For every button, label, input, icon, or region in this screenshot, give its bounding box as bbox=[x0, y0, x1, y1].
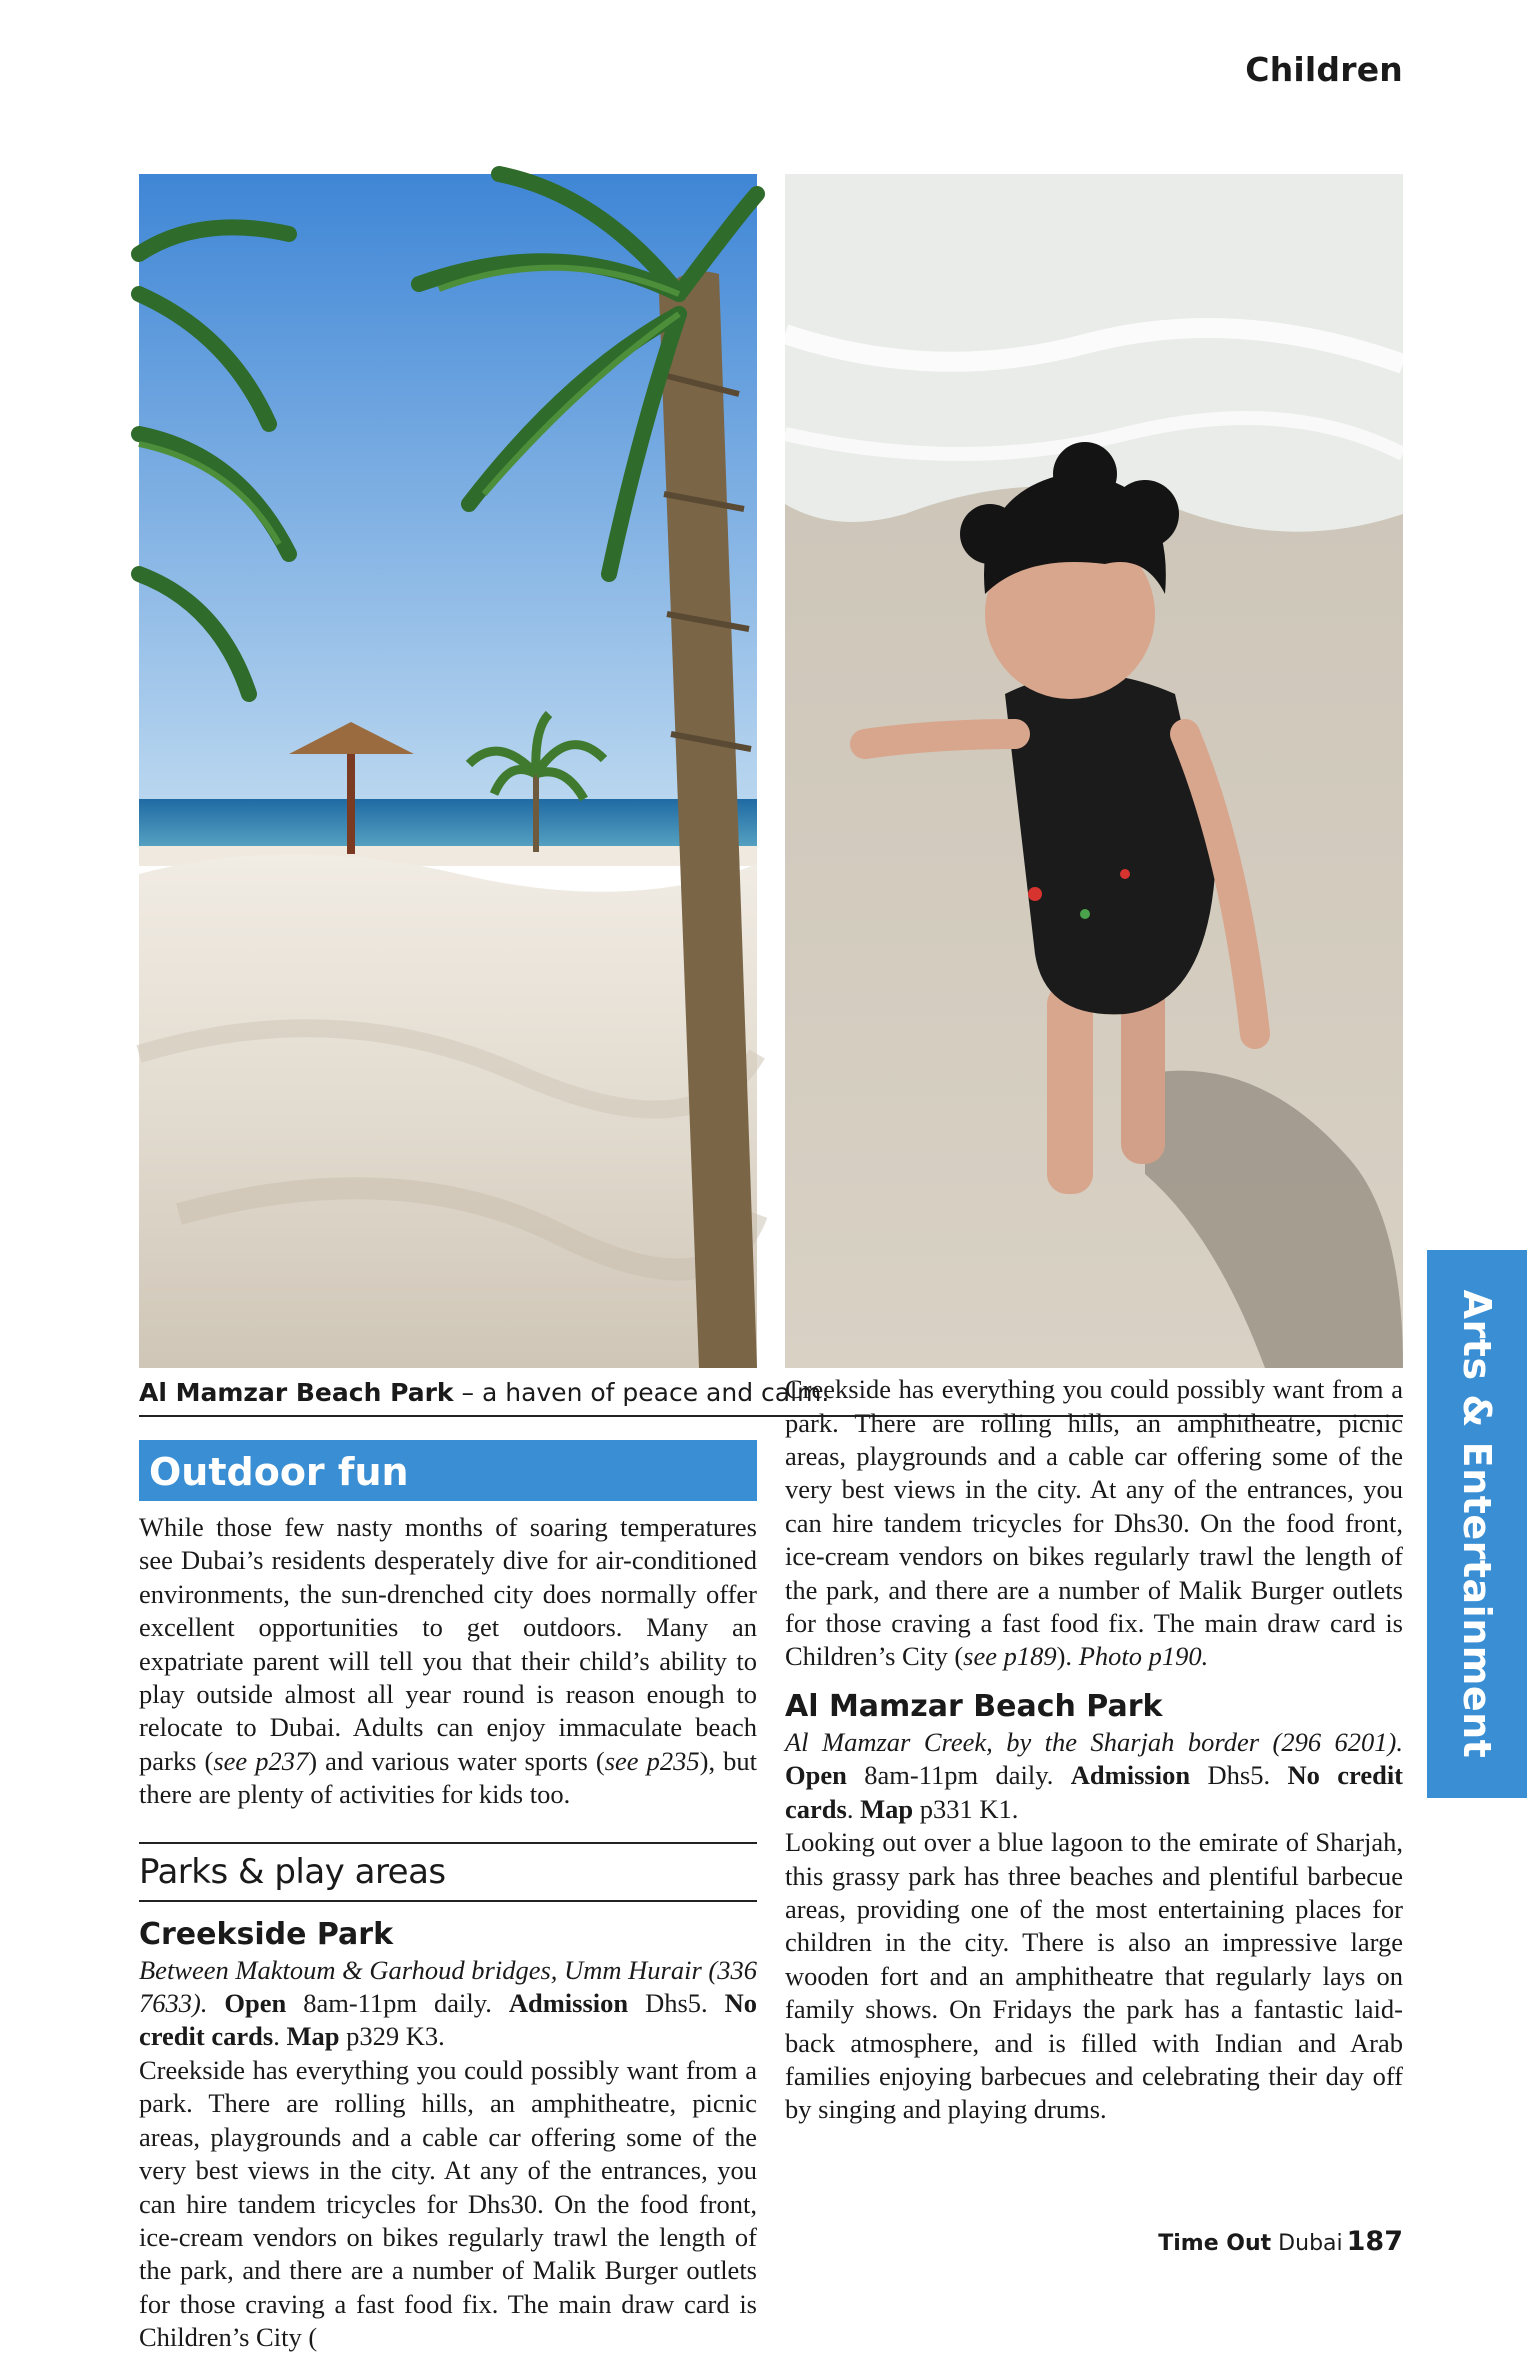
footer-city: Dubai bbox=[1271, 2231, 1343, 2256]
beach-palms-photo bbox=[139, 174, 757, 1368]
al-mamzar-park-info: Al Mamzar Creek, by the Sharjah border (296 6201). Open 8am-11pm daily. Admission Dhs5. No credit cards. Map p331 K1. bbox=[785, 1727, 1404, 1824]
caption-text: – a haven of peace and calm. bbox=[453, 1378, 830, 1407]
creekside-park-info: Between Maktoum & Garhoud bridges, Umm Hurair (336 7633). Open 8am-11pm daily. Admission Dhs5. No credit cards. Map p329 K3. bbox=[139, 1954, 758, 2052]
ref-childrens-city[interactable]: see p189 bbox=[963, 1641, 1057, 1672]
outdoor-fun-heading: Outdoor fun bbox=[139, 1440, 757, 1501]
outdoor-intro: While those few nasty months of soaring temperatures see Dubai’s residents desperately dive for air-conditioned environments, the sun-drenched city does normally offer excellent opportunities to get outdoors. Many an expatriate parent will tell you that their child’s ability to play outside almost all year round is reason enough to relocate to Dubai. Adults can enjoy immaculate beach parks (see p237) and various water sports (see p235), but there are plenty of activities for kids too. bbox=[139, 1512, 758, 1810]
section-tab-arts-entertainment[interactable] bbox=[1427, 1250, 1527, 1798]
creekside-park-title: Creekside Park bbox=[139, 1916, 394, 1952]
child-on-beach-photo bbox=[785, 174, 1403, 1368]
creekside-park-body: Creekside has everything you could possibly want from a park. There are rolling hills, an amphitheatre, picnic areas, playgrounds and a cable car offering some of the very best views in the city. At any of the entrances, you can hire tandem tricycles for Dhs30. On the food front, ice-cream vendors on bikes regularly trawl the length of the park, and there are a number of Malik Burger outlets for those craving a fast food fix. The main draw card is Children’s City ( bbox=[139, 2054, 757, 2353]
left-column bbox=[139, 1440, 758, 2353]
ref-photo[interactable]: Photo p190. bbox=[1078, 1641, 1209, 1672]
al-mamzar-park-title: Al Mamzar Beach Park bbox=[785, 1689, 1163, 1724]
right-column bbox=[785, 1374, 1404, 2127]
ref-water-sports[interactable]: see p235 bbox=[604, 1745, 700, 1776]
page-number: 187 bbox=[1346, 2226, 1403, 2257]
al-mamzar-park-body: Looking out over a blue lagoon to the emirate of Sharjah, this grassy park has three beaches and plentiful barbecue areas, providing one of the most entertaining places for children in the city. There is also an impressive large wooden fort and an amphitheatre that regularly lays on family shows. On Fridays the park has a fantastic laid-back atmosphere, and is filled with Indian and Arab families enjoying barbecues and celebrating their day off by singing and playing drums. bbox=[785, 1827, 1403, 2125]
section-tab-label: Arts & Entertainment bbox=[1455, 1289, 1499, 1759]
running-header: Children bbox=[1245, 50, 1403, 89]
ref-beach-parks[interactable]: see p237 bbox=[213, 1745, 309, 1776]
caption-venue: Al Mamzar Beach Park bbox=[139, 1378, 454, 1407]
footer-brand: Time Out bbox=[1158, 2231, 1272, 2256]
page-footer bbox=[1158, 2226, 1403, 2257]
creekside-park-body-cont: Creekside has everything you could possibly want from a park. There are rolling hills, an amphitheatre, picnic areas, playgrounds and a cable car offering some of the very best views in the city. At any of the entrances, you can hire tandem tricycles for Dhs30. On the food front, ice-cream vendors on bikes regularly trawl the length of the park, and there are a number of Malik Burger outlets for those craving a fast food fix. The main draw card is Children’s City (see p189). Photo p190. bbox=[785, 1374, 1403, 1672]
parks-play-heading: Parks & play areas bbox=[139, 1842, 757, 1902]
